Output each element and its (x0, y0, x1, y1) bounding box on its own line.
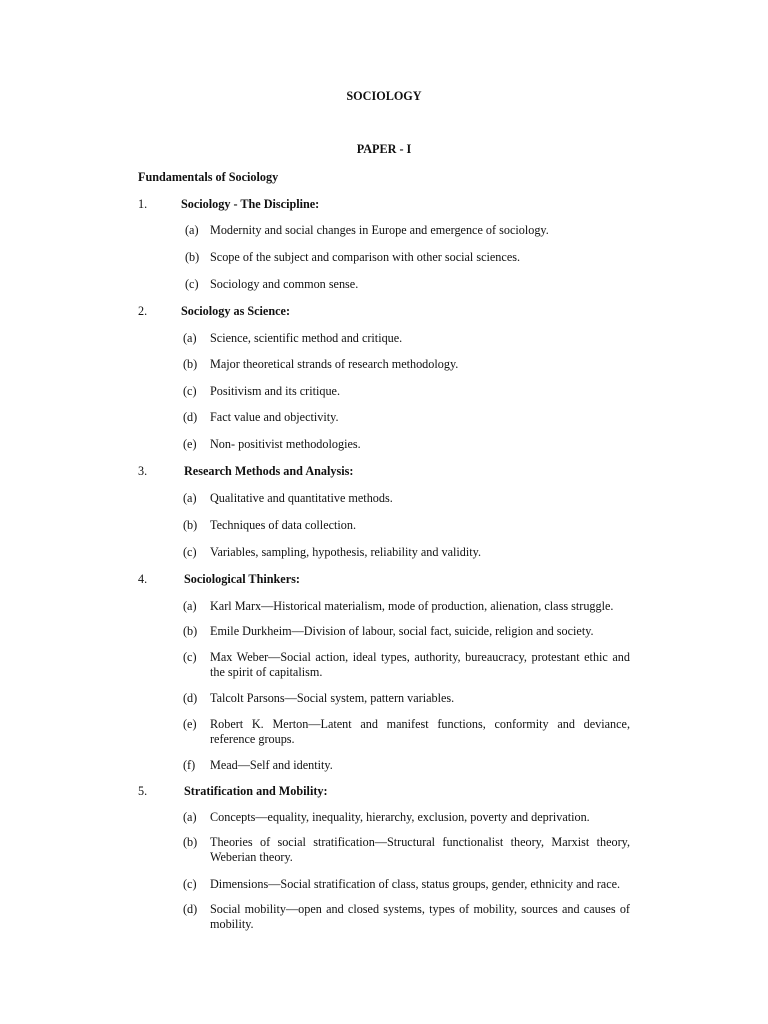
item-text: Mead—Self and identity. (210, 758, 333, 772)
paper-title: PAPER - I (356, 142, 412, 156)
item-text: Dimensions—Social stratification of class, status groups, gender, ethnicity and race. (210, 877, 621, 891)
item-text: Theories of social stratification—Structural functionalist theory, Marxist theory, Weberian theory. (210, 835, 630, 864)
item-label: (b) (183, 835, 198, 849)
item-text: Max Weber—Social action, ideal types, authority, bureaucracy, protestant ethic and the spirit of capitalism. (210, 650, 630, 679)
section-number: 1. (138, 197, 148, 211)
item-text: Major theoretical strands of research methodology. (210, 357, 459, 371)
item-label: (f) (183, 758, 196, 772)
item-text: Emile Durkheim—Division of labour, social fact, suicide, religion and society. (210, 624, 594, 638)
section-number: 3. (138, 464, 148, 478)
item-label: (c) (185, 277, 199, 291)
section-heading: Fundamentals of Sociology (138, 170, 279, 184)
item-label: (d) (183, 691, 198, 705)
section-title: Research Methods and Analysis: (184, 464, 354, 478)
item-label: (d) (183, 902, 198, 916)
item-label: (b) (183, 518, 198, 532)
item-label: (b) (185, 250, 200, 264)
item-text: Techniques of data collection. (210, 518, 357, 532)
section-title: Sociology - The Discipline: (181, 197, 320, 211)
item-label: (c) (183, 545, 197, 559)
item-text: Fact value and objectivity. (210, 410, 339, 424)
item-text: Qualitative and quantitative methods. (210, 491, 393, 505)
item-text: Scope of the subject and comparison with other social sciences. (210, 250, 521, 264)
item-label: (a) (183, 331, 197, 345)
item-label: (a) (183, 810, 197, 824)
section-number: 5. (138, 784, 148, 798)
item-text: Concepts—equality, inequality, hierarchy, exclusion, poverty and deprivation. (210, 810, 590, 824)
item-text: Non- positivist methodologies. (210, 437, 361, 451)
item-text: Variables, sampling, hypothesis, reliability and validity. (210, 545, 482, 559)
item-text: Social mobility—open and closed systems, types of mobility, sources and causes of mobility. (210, 902, 630, 931)
item-label: (a) (185, 223, 199, 237)
item-label: (e) (183, 437, 197, 451)
item-label: (c) (183, 877, 197, 891)
subject-title: SOCIOLOGY (346, 89, 422, 103)
section-title: Sociological Thinkers: (184, 572, 300, 586)
section-title: Stratification and Mobility: (184, 784, 328, 798)
item-label: (d) (183, 410, 198, 424)
section-title: Sociology as Science: (181, 304, 290, 318)
item-text: Karl Marx—Historical materialism, mode of production, alienation, class struggle. (210, 599, 614, 613)
item-text: Robert K. Merton—Latent and manifest functions, conformity and deviance, reference groups. (210, 717, 630, 746)
item-label: (a) (183, 491, 197, 505)
item-label: (a) (183, 599, 197, 613)
section-number: 2. (138, 304, 148, 318)
item-label: (b) (183, 624, 198, 638)
item-label: (c) (183, 384, 197, 398)
section-number: 4. (138, 572, 148, 586)
item-text: Sociology and common sense. (210, 277, 359, 291)
item-label: (b) (183, 357, 198, 371)
item-label: (e) (183, 717, 197, 731)
item-text: Positivism and its critique. (210, 384, 340, 398)
item-label: (c) (183, 650, 197, 664)
item-text: Talcolt Parsons—Social system, pattern variables. (210, 691, 455, 705)
item-text: Modernity and social changes in Europe and emergence of sociology. (210, 223, 549, 237)
item-text: Science, scientific method and critique. (210, 331, 403, 345)
